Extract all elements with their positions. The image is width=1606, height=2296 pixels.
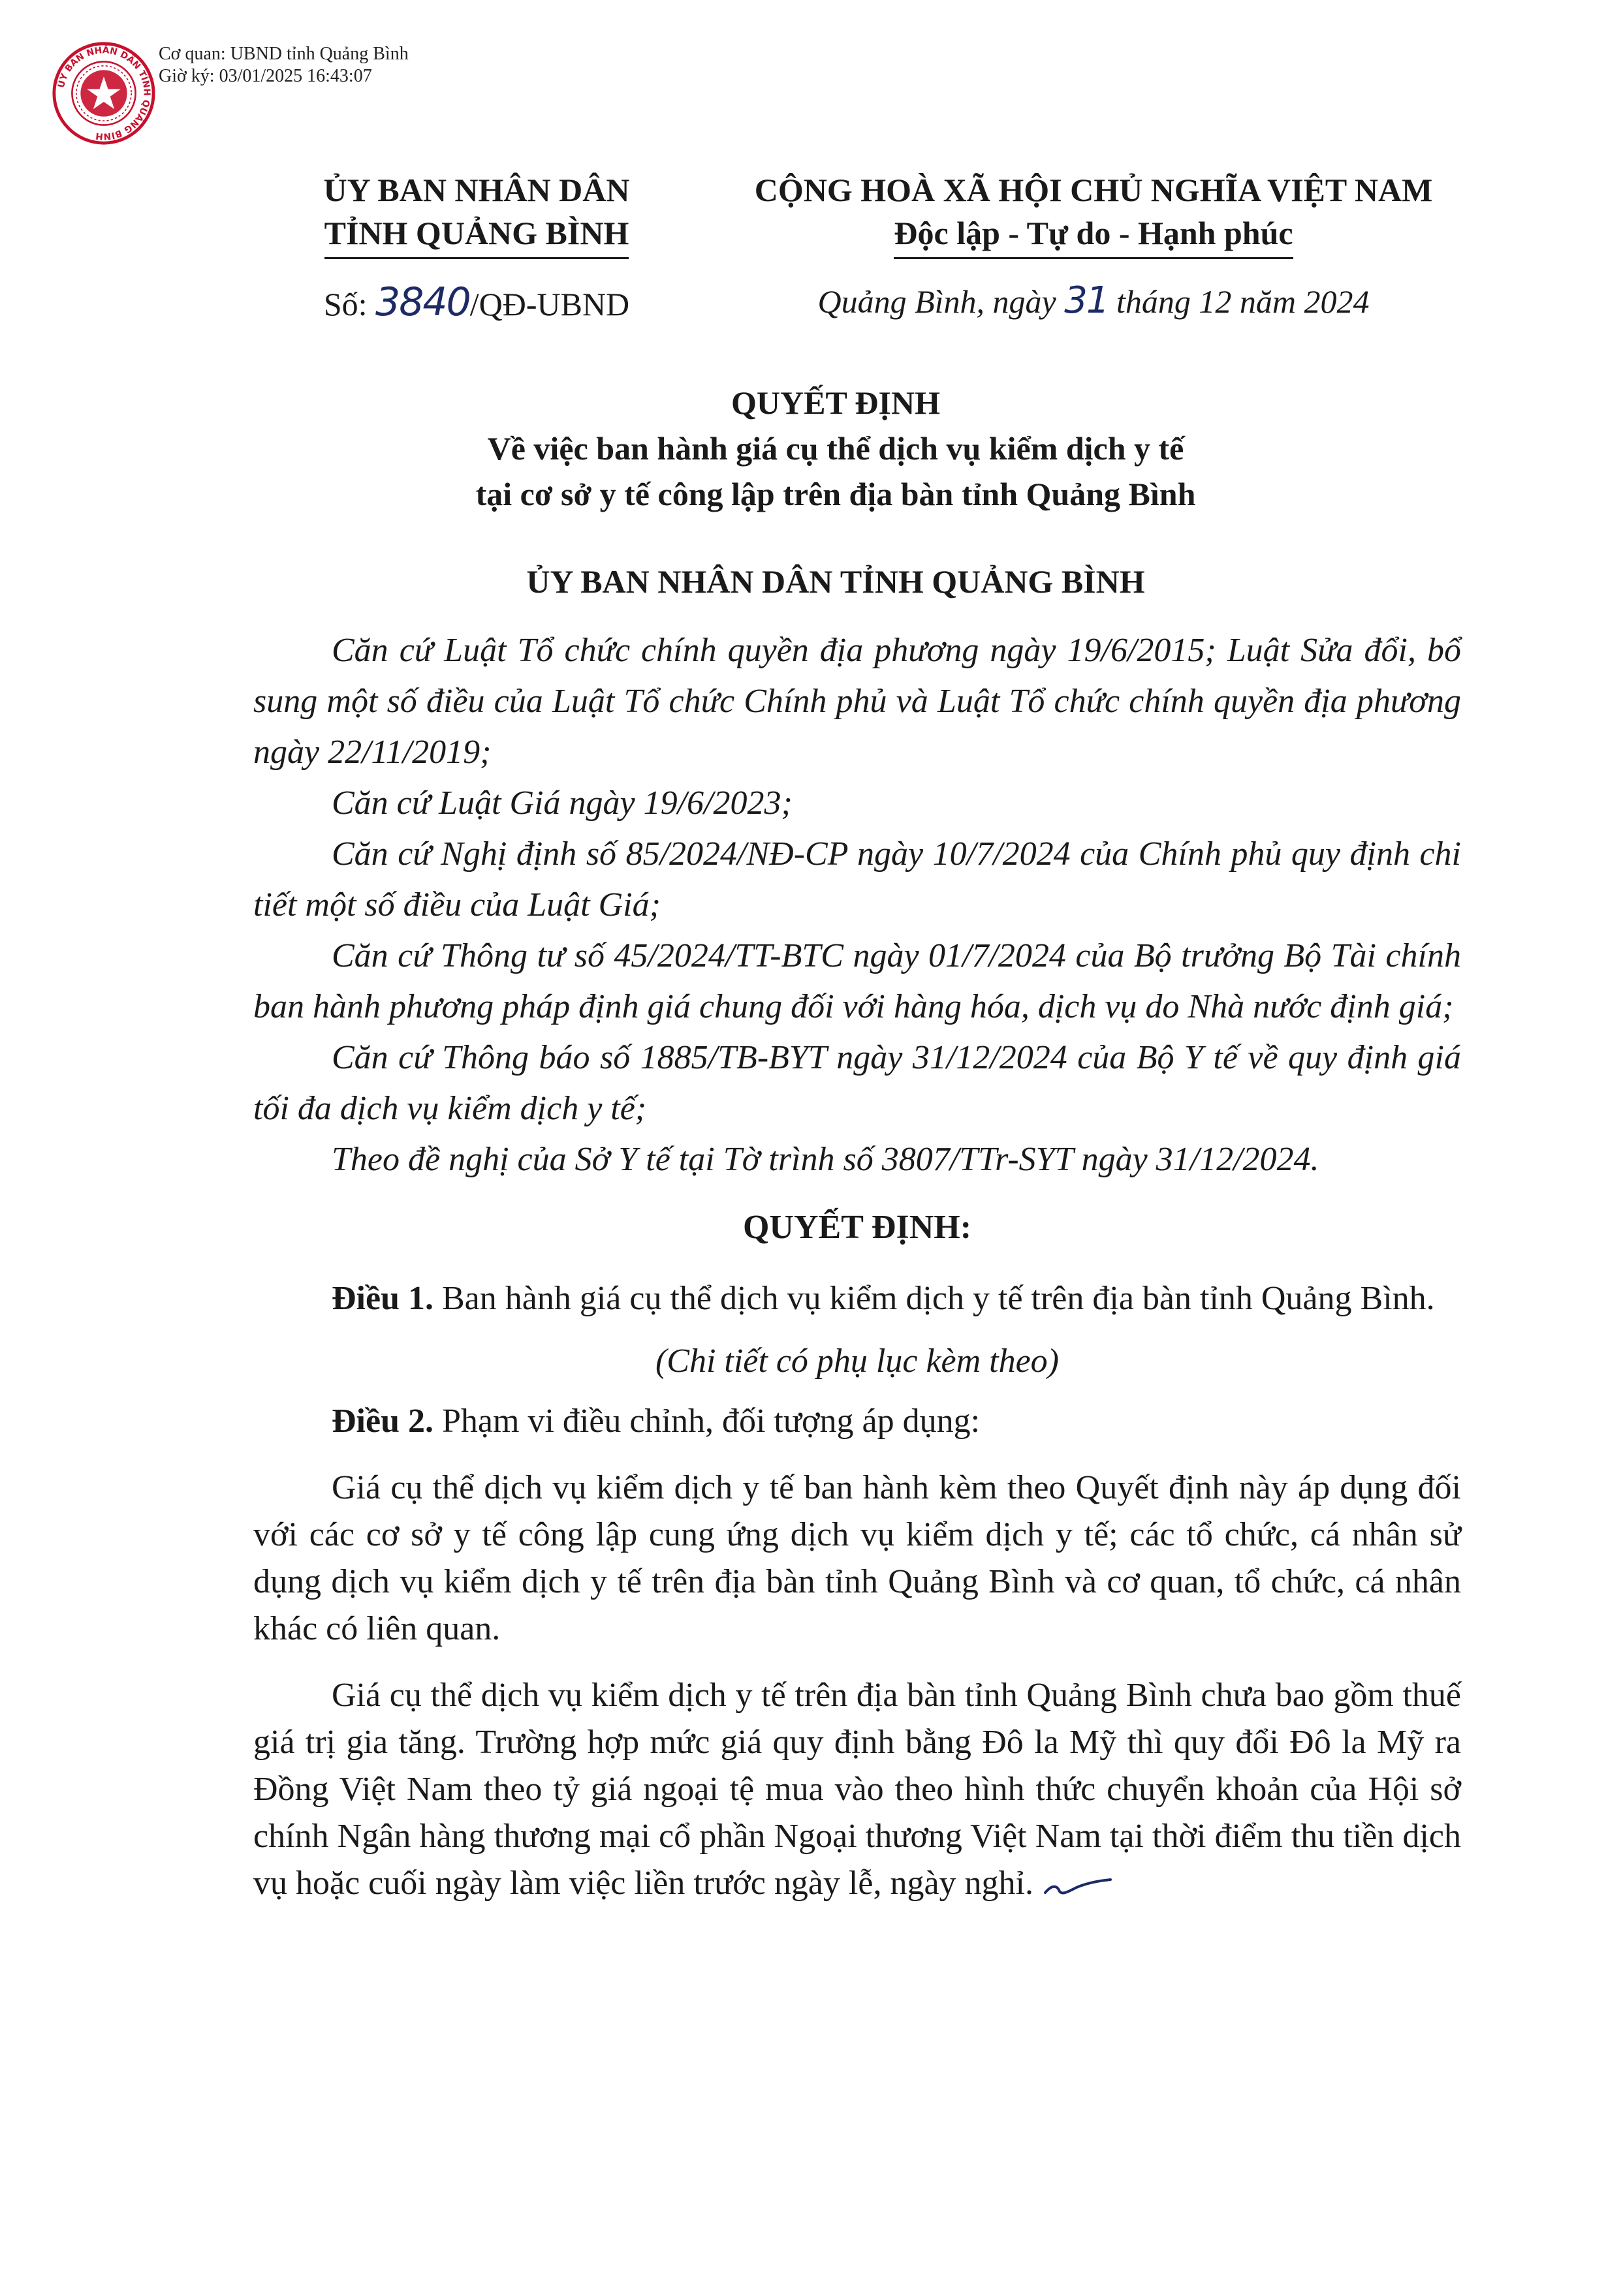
agency-line-1: ỦY BAN NHÂN DÂN [323, 172, 630, 208]
article-2-paragraph-1: Giá cụ thể dịch vụ kiểm dịch y tế ban hành kèm theo Quyết định này áp dụng đối với các cơ sở y tế công lập cung ứng dịch vụ kiểm dịch y tế; các tổ chức, cá nhân sử dụng dịch vụ kiểm dịch y tế trên địa bàn tỉnh Quảng Bình và cơ quan, tổ chức, cá nhân khác có liên quan. [253, 1469, 1461, 1647]
signature-time: Giờ ký: 03/01/2025 16:43:07 [159, 66, 372, 86]
article-1-text: Ban hành giá cụ thể dịch vụ kiểm dịch y tế trên địa bàn tỉnh Quảng Bình. [433, 1280, 1435, 1317]
article-1-label: Điều 1. [332, 1280, 433, 1317]
legal-basis-item: Căn cứ Nghị định số 85/2024/NĐ-CP ngày 10/7/2024 của Chính phủ quy định chi tiết một số điều của Luật Giá; [253, 835, 1461, 923]
decision-title [248, 380, 1423, 517]
article-2-label: Điều 2. [332, 1403, 433, 1440]
legal-basis-item: Căn cứ Thông báo số 1885/TB-BYT ngày 31/12/2024 của Bộ Y tế về quy định giá tối đa dịch vụ kiểm dịch y tế; [253, 1039, 1461, 1127]
document-body [253, 625, 1461, 1907]
signature-agency: Cơ quan: UBND tỉnh Quảng Bình [159, 44, 409, 64]
decide-heading: QUYẾT ĐỊNH: [742, 1209, 972, 1246]
annex-note: (Chi tiết có phụ lục kèm theo) [655, 1342, 1060, 1380]
legal-basis-item: Căn cứ Luật Giá ngày 19/6/2023; [332, 784, 793, 822]
agency-line-2: TỈNH QUẢNG BÌNH [324, 211, 629, 259]
article-2 [253, 1398, 1461, 1907]
article-2-text: Phạm vi điều chỉnh, đối tượng áp dụng: [433, 1403, 981, 1440]
digital-signature-info [159, 43, 409, 87]
number-handwritten: 3840 [375, 279, 470, 325]
legal-basis-item: Theo đề nghị của Sở Y tế tại Tờ trình số 3807/TTr-SYT ngày 31/12/2024. [332, 1141, 1319, 1178]
nation-name: CỘNG HOÀ XÃ HỘI CHỦ NGHĨA VIỆT NAM [754, 172, 1433, 208]
title-subject-line-1: Về việc ban hành giá cụ thể dịch vụ kiểm dịch y tế [487, 430, 1184, 467]
issuer-heading: ỦY BAN NHÂN DÂN TỈNH QUẢNG BÌNH [526, 563, 1145, 600]
legal-basis-item: Căn cứ Luật Tổ chức chính quyền địa phương ngày 19/6/2015; Luật Sửa đổi, bổ sung một số điều của Luật Tổ chức Chính phủ và Luật Tổ chức chính quyền địa phương ngày 22/11/2019; [253, 632, 1461, 771]
article-2-paragraph-2: Giá cụ thể dịch vụ kiểm dịch y tế trên địa bàn tỉnh Quảng Bình chưa bao gồm thuế giá trị gia tăng. Trường hợp mức giá quy định bằng Đô la Mỹ thì quy đổi Đô la Mỹ ra Đồng Việt Nam theo tỷ giá ngoại tệ mua vào theo hình thức chuyển khoản của Hội sở chính Ngân hàng thương mại cổ phần Ngoại thương Việt Nam tại thời điểm thu tiền dịch vụ hoặc cuối ngày làm việc liền trước ngày lễ, ngày nghỉ. [253, 1677, 1461, 1902]
initial-mark-icon [1043, 1873, 1114, 1899]
title-subject-line-2: tại cơ sở y tế công lập trên địa bàn tỉnh Quảng Bình [475, 476, 1196, 512]
number-suffix: /QĐ-UBND [469, 286, 630, 322]
national-motto: Độc lập - Tự do - Hạnh phúc [894, 211, 1293, 259]
issuing-agency [307, 168, 646, 259]
date-prefix: Quảng Bình, ngày [817, 283, 1065, 320]
document-number [307, 279, 646, 325]
national-header [738, 168, 1449, 259]
legal-basis-item: Căn cứ Thông tư số 45/2024/TT-BTC ngày 01/7/2024 của Bộ trưởng Bộ Tài chính ban hành phương pháp định giá chung đối với hàng hóa, dịch vụ do Nhà nước định giá; [253, 937, 1461, 1025]
document-date [738, 279, 1449, 322]
date-day-handwritten: 31 [1064, 279, 1109, 322]
title-heading: QUYẾT ĐỊNH [731, 384, 940, 421]
date-suffix: tháng 12 năm 2024 [1108, 283, 1370, 320]
official-seal-icon [51, 40, 157, 146]
svg-text:ỦY BAN NHÂN DÂN TỈNH QUẢNG BÌN: ỦY BAN NHÂN DÂN TỈNH QUẢNG BÌNH [55, 45, 152, 142]
article-1 [253, 1275, 1461, 1385]
number-prefix: Số: [323, 286, 376, 322]
legal-bases [253, 625, 1461, 1185]
